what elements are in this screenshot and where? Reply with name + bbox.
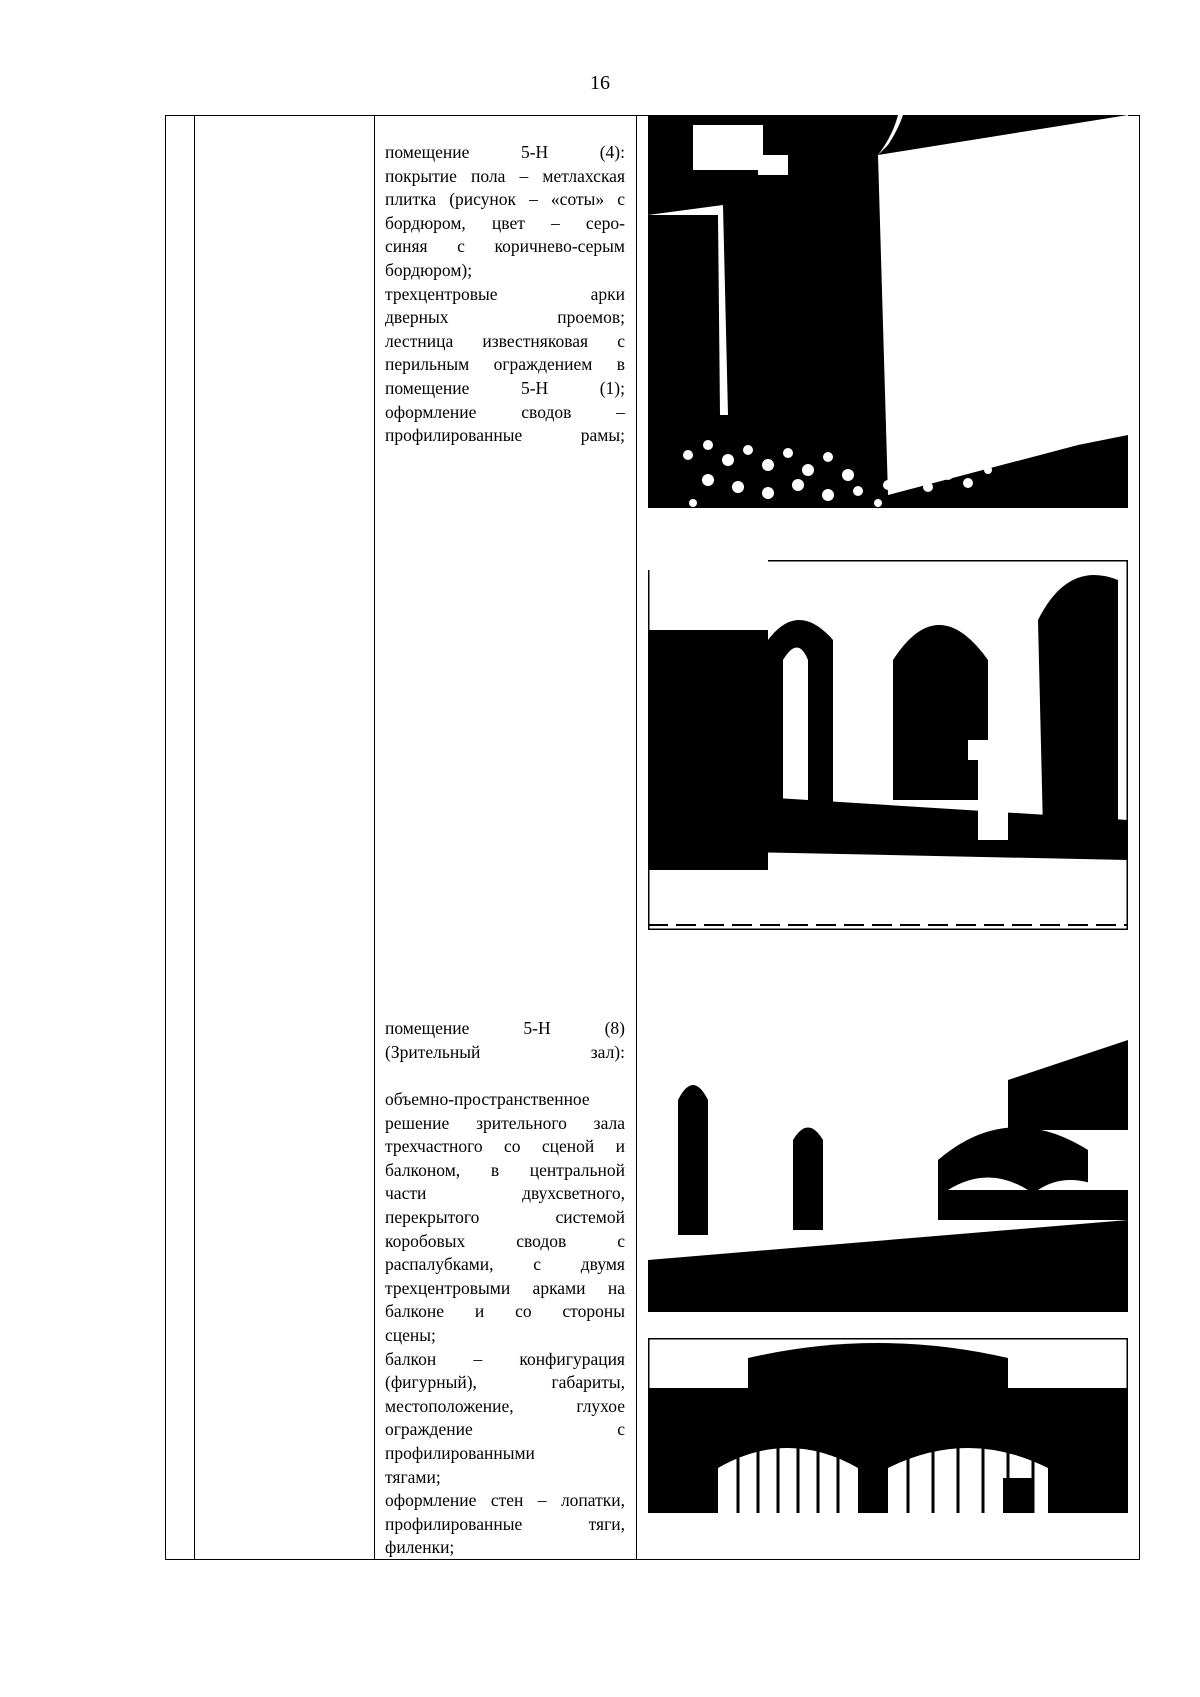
text-line: решение зрительного зала (385, 1112, 625, 1133)
text-line: балкон – конфигурация (385, 1348, 625, 1369)
text-line: балконе и со стороны (385, 1301, 625, 1322)
text-line: трехцентровыми арками на (385, 1277, 625, 1298)
text-line: лестница известняковая с (385, 330, 625, 351)
page-number: 16 (590, 72, 610, 94)
text-line: профилированные рамы; (385, 425, 625, 446)
text-line: перильным ограждением в (385, 354, 625, 375)
text-line: помещение 5-Н (8) (385, 1018, 625, 1038)
text-line: трехцентровые арки (385, 283, 625, 304)
text-line: плитка (рисунок – «соты» с (385, 189, 625, 210)
photo-arched-hall-stairs (648, 560, 1128, 930)
text-line: сцены; (385, 1324, 436, 1345)
text-line: тягами; (385, 1466, 441, 1487)
text-line: балконом, в центральной (385, 1159, 625, 1180)
text-line: (фигурный), габариты, (385, 1372, 625, 1393)
room-8-description (385, 1088, 625, 1560)
room-4-description (385, 141, 625, 448)
text-line: помещение 5-Н (4): (385, 142, 625, 162)
text-line: бордюром, цвет – серо- (385, 212, 625, 233)
photo-auditorium-windows (648, 1040, 1128, 1312)
text-line: филенки; (385, 1537, 455, 1558)
text-line: покрытие пола – метлахская (385, 165, 625, 186)
text-line: дверных проемов; (385, 307, 625, 328)
text-line: профилированные тяги, (385, 1513, 625, 1534)
text-line: распалубками, с двумя (385, 1254, 625, 1275)
text-line: трехчастного со сценой и (385, 1136, 625, 1157)
text-line: профилированными (385, 1442, 535, 1463)
photo-auditorium-balcony (648, 1338, 1128, 1513)
column-divider-3 (636, 116, 637, 1559)
text-line: перекрытого системой (385, 1206, 625, 1227)
text-line: оформление сводов – (385, 401, 625, 422)
text-line: помещение 5-Н (1); (385, 377, 625, 398)
text-line: коробовых сводов с (385, 1230, 625, 1251)
text-line: (Зрительный зал): (385, 1041, 625, 1062)
text-line: синяя с коричнево-серым (385, 236, 625, 257)
text-line: части двухсветного, (385, 1183, 625, 1204)
photo-corridor-tiled-floor (648, 115, 1128, 508)
column-divider-2 (374, 116, 375, 1559)
text-line: оформление стен – лопатки, (385, 1490, 625, 1511)
room-8-heading (385, 1017, 625, 1064)
column-divider-1 (194, 116, 195, 1559)
text-line: ограждение с (385, 1419, 625, 1440)
text-line: бордюром); (385, 259, 473, 280)
text-line: объемно-пространственное (385, 1089, 590, 1109)
text-line: местоположение, глухое (385, 1395, 625, 1416)
